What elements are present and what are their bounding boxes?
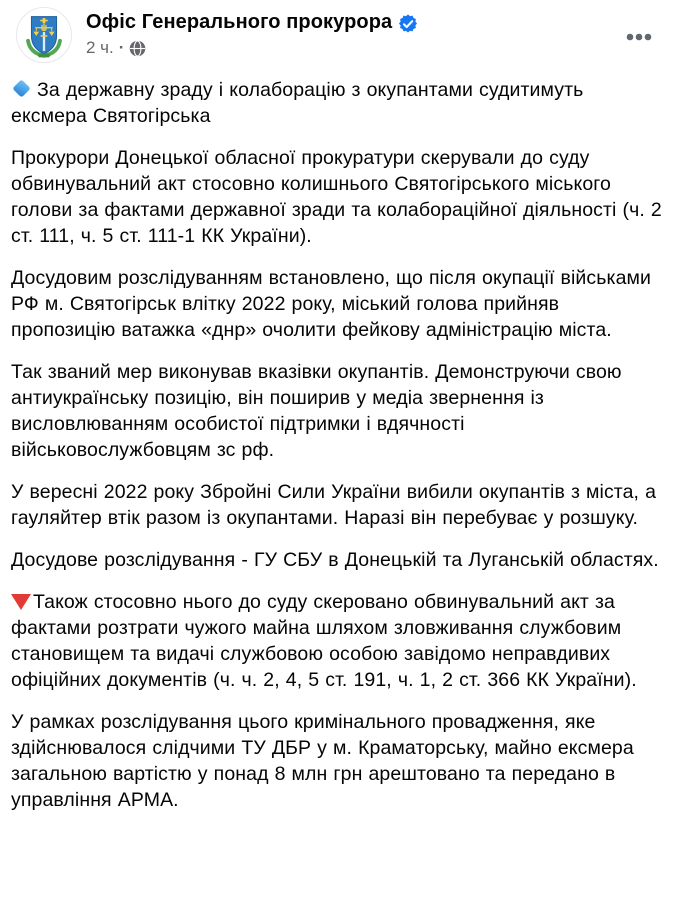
prosecutor-office-emblem-icon <box>15 6 73 64</box>
name-row <box>86 11 418 34</box>
post-paragraph: За державну зраду і колаборацію з окупантами судитимуть ексмера Святогірська <box>11 79 584 127</box>
post-header <box>0 0 675 64</box>
post-paragraph: Досудове розслідування - ГУ СБУ в Донецькій та Луганській областях. <box>11 549 659 571</box>
post-paragraph: Також стосовно нього до суду скеровано обвинувальний акт за фактами розтрати чужого майна шляхом зловживання службовим становищем та видачі службовою особою завідомо неправдивих офіційних документів (ч. ч. 2, 4, 5 ст. 191, ч. 1, 2 ст. 366 КК України). <box>11 591 637 691</box>
globe-icon <box>129 40 146 57</box>
blue-diamond-icon <box>12 79 30 97</box>
meta-separator: · <box>118 38 125 57</box>
three-dots-icon <box>626 33 652 41</box>
red-triangle-icon <box>11 594 31 610</box>
more-options-button[interactable] <box>621 22 657 52</box>
post-text <box>0 64 675 813</box>
post-paragraph: Досудовим розслідуванням встановлено, що після окупації військами РФ м. Святогірськ влітку 2022 року, міський голова прийняв пропозицію ватажка «днр» очолити фейкову адміністрацію міста. <box>11 267 652 341</box>
verified-badge-icon <box>398 14 418 34</box>
page-name-link[interactable]: Офіс Генерального прокурора <box>86 11 393 33</box>
post-paragraph: Прокурори Донецької обласної прокуратури скерували до суду обвинувальний акт стосовно колишнього Святогірського міського голови за фактами державної зради та колабораційної діяльності (ч. 2 ст. 111, ч. 5 ст. 111-1 КК України). <box>11 147 662 247</box>
avatar[interactable] <box>15 6 73 64</box>
post-paragraph: Так званий мер виконував вказівки окупантів. Демонструючи свою антиукраїнську позицію, він поширив у медіа звернення із висловлюванням особистої підтримки і вдячності військовослужбовцям зс рф. <box>11 361 622 461</box>
header-text <box>86 6 418 58</box>
timestamp[interactable]: 2 ч. <box>86 38 114 57</box>
post-meta <box>86 38 418 58</box>
post-paragraph: У вересні 2022 року Збройні Сили України вибили окупантів з міста, а гауляйтер втік разом із окупантами. Наразі він перебуває у розшуку. <box>11 481 657 529</box>
post-paragraph: У рамках розслідування цього кримінального провадження, яке здійснювалося слідчими ТУ ДБР у м. Краматорську, майно ексмера загальною вартістю у понад 8 млн грн арештовано та передано в управління АРМА. <box>11 711 634 811</box>
